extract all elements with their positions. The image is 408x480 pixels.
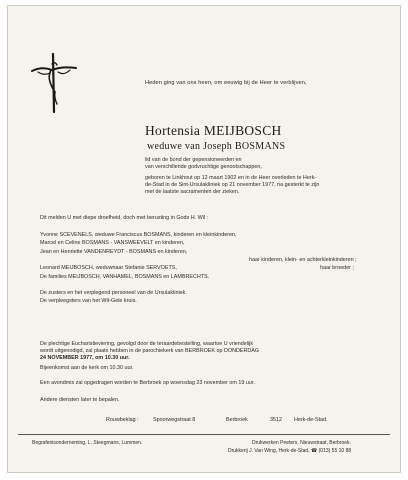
family-line: haar broeder ; (320, 265, 354, 271)
family-line: Leonard MEIJBOSCH, weduwnaar Stefanie SERVOETS, (40, 265, 177, 271)
printer-credit: Drukkerij J. Van Wing, Herk-de-Stad, ☎ (013) 55 10 88 (228, 448, 352, 454)
service-line: wordt uitgenodigd, zal plaats hebben in de parochiekerk van BERBROEK op DONDERDAG (40, 348, 260, 354)
bio-line: lid van de bond der gepensioneerden en (145, 157, 242, 163)
family-line: Marcel en Celine BOSMANS - VANSWEEVELT en kinderen, (40, 240, 185, 246)
other-services-line: Andere diensten later te bepalen. (40, 397, 120, 403)
address-postcode: 3512 (270, 417, 282, 423)
family-line: De families MEIJBOSCH, VANHAMEL, BOSMANS en LAMBRECHTS. (40, 274, 210, 280)
undertaker-credit: Begrafenisonderneming, L. Steegmans, Lummen. (32, 440, 143, 446)
widow-of-name: Joseph BOSMANS (203, 141, 286, 152)
bio-line: geboren te Linkhout op 12 maart 1902 en in de Heer overleden te Herk- (145, 175, 317, 181)
crucifix-icon (30, 52, 78, 114)
address-village: Berbroek (226, 417, 248, 423)
widow-line (147, 141, 285, 152)
bio-line: de-Stad in de Sint-Ursulakliniek op 21 november 1977, na gesterkt te zijn (145, 182, 320, 188)
deceased-firstname: Hortensia (145, 123, 201, 138)
thanks-line: De zusters en het verplegend personeel van de Ursulakliniek. (40, 290, 187, 296)
widow-prefix: weduwe van (147, 141, 201, 152)
thanks-line: De verpleegsters van het Wit-Gele kruis. (40, 298, 137, 304)
service-line: De plechtige Eucharistieviering, gevolgd door de teraardebestelling, waartoe U vriendelijk (40, 341, 254, 347)
intro-line: Heden ging van ons heen, om eeuwig bij de Heer te verblijven, (145, 80, 307, 86)
death-notice-card (7, 5, 401, 473)
family-line: haar kinderen, klein- en achterkleinkinderen ; (249, 257, 357, 263)
service-date: 24 NOVEMBER 1977, om 10.30 uur. (40, 355, 130, 361)
family-line: Jean en Henriette VANDENREYDT - BOSMANS en kinderen, (40, 249, 188, 255)
deceased-name (145, 123, 282, 139)
deceased-surname: MEIJBOSCH (203, 123, 282, 138)
address-street: Spoorwegstraat 8 (153, 417, 196, 423)
gathering-line: Bijeenkomst aan de kerk om 10.30 uur. (40, 365, 134, 371)
bio-line: van verschillende godvruchtige genootschappen, (145, 164, 262, 170)
announcement: Dit melden U met diepe droefheid, doch met berusting in Gods H. Wil : (40, 215, 209, 221)
family-line: Yvonne SCEVENELS, weduwe Franciscus BOSMANS, kinderen en kleinkinderen, (40, 232, 237, 238)
address-label: Rouwbeklag : (106, 417, 139, 423)
printer-credit: Drukwerken Peeters, Nieuwstraat, Berbroek. (252, 440, 351, 446)
vigil-line: Een avondmis zal opgedragen worden te Berbroek op woensdag 23 november om 19 uur. (40, 380, 255, 386)
address-city: Herk-de-Stad. (294, 417, 328, 423)
footer-divider (18, 434, 390, 435)
bio-line: met de laatste sacramenten der zieken. (145, 189, 240, 195)
